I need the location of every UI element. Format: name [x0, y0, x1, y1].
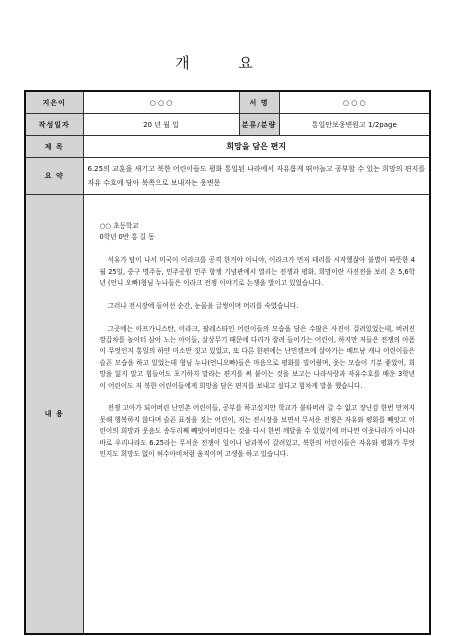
date-label: 작성일자 — [25, 114, 83, 136]
content-label: 내 용 — [25, 195, 83, 635]
paragraph-3: 그곳에는 아프가니스탄, 이라크, 팔레스타인 어린이들의 모습을 담은 수많은 사진이 걸려있었는데, 버려진 깡갑차를 놀이터 삼아 노는 아이들, 살상무기 때문에 다리가 잘려 들어가는 어린이, 하지만 저들은 전쟁의 아픔이 무엇인지 통일의 하얀 미소만 짓고 있었고, 또 다른 한편에는 난민캠프에 살아가는 베트남 캐나 어린이들은 슬픈 모습을 하고 있었는데 형님 누나(언니오빠)들은 마음으로 평화를 빌어줬며, 웃는 모습이 기분 좋았어, 희망을 잃지 말고 힘들어도 포기하지 말라는 편지를 써 붙이는 것을 보고는 나라사랑과 자유수호를 배운 3학년 이 어린이도 저 북한 어린이들에게 희망을 담은 편지를 보내고 싶다고 힘차게 말을 했습니다. — [99, 324, 415, 390]
content-cell — [83, 195, 430, 635]
paragraph-2: 그러나 전시장에 들어선 순간, 눈물을 글썽이며 머리를 숙였습니다. — [107, 301, 299, 310]
overview-form — [24, 90, 431, 635]
signature-value: ○ ○ ○ — [279, 91, 430, 114]
speech-body — [84, 195, 430, 460]
subject-value: 희망을 담은 편지 — [83, 136, 430, 158]
paragraph-1: 석유가 탐이 나서 미국이 이라크를 공격 한거야 아니야, 이라크가 먼저 테러를 시작했잖아 불별이 따뜻한 4월 25일, 중구 명주동, 민주공원 민주 항쟁 기념관에서 열리는 전쟁과 평화, 희망이란 사진전을 보러 온 5,6학년 (언니 오빠)형님 누나들은 이라크 전쟁 이야기로 논쟁을 벌이고 있었습니다. — [99, 256, 415, 288]
student-name: 0학년 0반 홍 길 동 — [99, 233, 155, 242]
category-value: 통일안보웅변원고 1/2page — [279, 114, 430, 136]
date-value: 20 년 월 일 — [83, 114, 239, 136]
paragraph-4: 전쟁 고아가 되어버린 난민촌 어린이들, 공부를 하고싶지만 학교가 불타버려 갈 수 없고 장난감 한번 만져지 못해 행복하지 않다며 슬픈 표정을 짓는 어린이, 저는 전시장을 보면서 무서운 전쟁은 자유와 평화를 빼앗고 어린이의 희망과 웃음도 송두리째 빼앗아버린다는 것을 다시 한번 깨달을 수 있었기에 머나먼 이웃나라가 아니라 바로 우리나라도 6.25라는 무서운 전쟁이 일어나 남과북이 갈려있고, 북한의 어린이들은 자유와 평화가 무엇인지도 희망도 없이 허수아비처럼 움직이며 고생을 하고 있습니다. — [99, 404, 415, 459]
subject-label: 제 목 — [25, 136, 83, 158]
summary-value: 6.25의 교훈을 새기고 북한 어린이들도 평화 통일된 나라에서 자유롭게 뛰어놀고 공부할 수 있는 희망의 편지를 자유 수호에 담아 북쪽으로 보내자는 웅변문 — [83, 158, 430, 195]
author-value: ○ ○ ○ — [83, 91, 239, 114]
signature-label: 서 명 — [239, 91, 279, 114]
summary-label: 요 약 — [25, 158, 83, 195]
category-label: 분류/분량 — [239, 114, 279, 136]
author-label: 지은이 — [25, 91, 83, 114]
document-title: 개 요 — [175, 54, 275, 72]
school-name: ○○ 초등학교 — [99, 222, 139, 230]
